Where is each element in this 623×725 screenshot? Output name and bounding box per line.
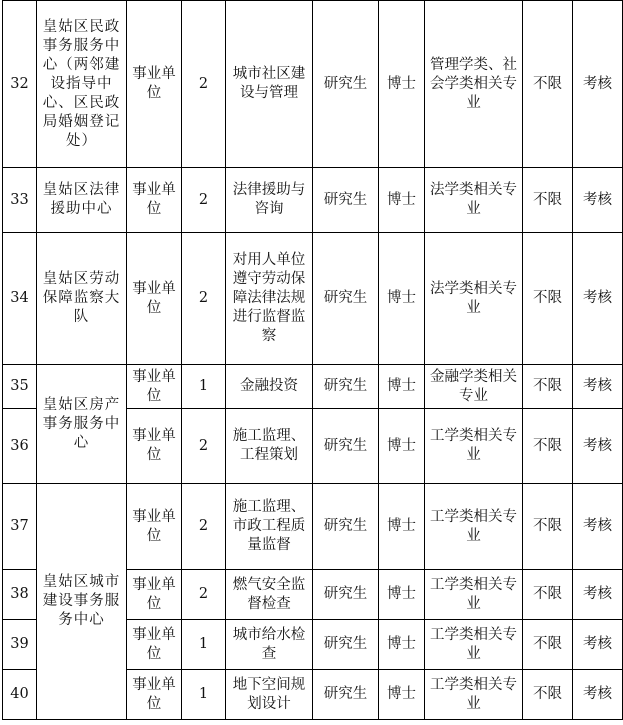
table-row — [3, 1, 623, 168]
table-row — [3, 484, 623, 570]
degree-cell: 博士 — [379, 620, 425, 670]
unit-type-cell: 事业单位 — [127, 409, 182, 484]
count-cell: 1 — [182, 670, 226, 720]
count-cell: 1 — [182, 365, 226, 409]
degree-cell: 博士 — [379, 484, 425, 570]
post-cell: 燃气安全监督检查 — [226, 570, 313, 620]
unit-type-cell: 事业单位 — [127, 1, 182, 168]
education-cell: 研究生 — [313, 670, 379, 720]
degree-cell: 博士 — [379, 365, 425, 409]
count-cell: 2 — [182, 409, 226, 484]
education-cell: 研究生 — [313, 233, 379, 365]
table-row — [3, 233, 623, 365]
education-cell: 研究生 — [313, 620, 379, 670]
other-requirement-cell: 不限 — [523, 233, 573, 365]
method-cell: 考核 — [573, 409, 623, 484]
count-cell: 2 — [182, 1, 226, 168]
education-cell: 研究生 — [313, 1, 379, 168]
major-cell: 管理学类、社会学类相关专业 — [425, 1, 523, 168]
other-requirement-cell: 不限 — [523, 168, 573, 233]
major-cell: 工学类相关专业 — [425, 670, 523, 720]
post-cell: 施工监理、工程策划 — [226, 409, 313, 484]
degree-cell: 博士 — [379, 1, 425, 168]
education-cell: 研究生 — [313, 570, 379, 620]
major-cell: 工学类相关专业 — [425, 484, 523, 570]
unit-type-cell: 事业单位 — [127, 570, 182, 620]
row-number: 40 — [3, 670, 37, 720]
unit-type-cell: 事业单位 — [127, 620, 182, 670]
method-cell: 考核 — [573, 570, 623, 620]
row-number: 37 — [3, 484, 37, 570]
education-cell: 研究生 — [313, 484, 379, 570]
department-cell: 皇姑区劳动保障监察大队 — [37, 233, 127, 365]
row-number: 36 — [3, 409, 37, 484]
major-cell: 工学类相关专业 — [425, 570, 523, 620]
post-cell: 法律援助与咨询 — [226, 168, 313, 233]
major-cell: 工学类相关专业 — [425, 620, 523, 670]
table-row — [3, 365, 623, 409]
department-cell: 皇姑区城市建设事务服务中心 — [37, 484, 127, 720]
positions-table — [2, 0, 623, 720]
row-number: 38 — [3, 570, 37, 620]
other-requirement-cell: 不限 — [523, 570, 573, 620]
row-number: 39 — [3, 620, 37, 670]
post-cell: 城市社区建设与管理 — [226, 1, 313, 168]
major-cell: 法学类相关专业 — [425, 168, 523, 233]
degree-cell: 博士 — [379, 670, 425, 720]
other-requirement-cell: 不限 — [523, 1, 573, 168]
count-cell: 1 — [182, 620, 226, 670]
other-requirement-cell: 不限 — [523, 620, 573, 670]
post-cell: 城市给水检查 — [226, 620, 313, 670]
method-cell: 考核 — [573, 484, 623, 570]
unit-type-cell: 事业单位 — [127, 670, 182, 720]
department-cell: 皇姑区民政事务服务中心（两邻建设指导中心、区民政局婚姻登记处） — [37, 1, 127, 168]
method-cell: 考核 — [573, 1, 623, 168]
method-cell: 考核 — [573, 365, 623, 409]
degree-cell: 博士 — [379, 409, 425, 484]
row-number: 32 — [3, 1, 37, 168]
other-requirement-cell: 不限 — [523, 409, 573, 484]
education-cell: 研究生 — [313, 168, 379, 233]
unit-type-cell: 事业单位 — [127, 168, 182, 233]
post-cell: 地下空间规划设计 — [226, 670, 313, 720]
unit-type-cell: 事业单位 — [127, 233, 182, 365]
post-cell: 对用人单位遵守劳动保障法律法规进行监督监察 — [226, 233, 313, 365]
education-cell: 研究生 — [313, 409, 379, 484]
department-cell: 皇姑区法律援助中心 — [37, 168, 127, 233]
major-cell: 金融学类相关专业 — [425, 365, 523, 409]
department-cell: 皇姑区房产事务服务中心 — [37, 365, 127, 484]
education-cell: 研究生 — [313, 365, 379, 409]
count-cell: 2 — [182, 484, 226, 570]
row-number: 34 — [3, 233, 37, 365]
other-requirement-cell: 不限 — [523, 670, 573, 720]
row-number: 33 — [3, 168, 37, 233]
degree-cell: 博士 — [379, 570, 425, 620]
count-cell: 2 — [182, 168, 226, 233]
other-requirement-cell: 不限 — [523, 365, 573, 409]
major-cell: 法学类相关专业 — [425, 233, 523, 365]
other-requirement-cell: 不限 — [523, 484, 573, 570]
unit-type-cell: 事业单位 — [127, 484, 182, 570]
method-cell: 考核 — [573, 233, 623, 365]
method-cell: 考核 — [573, 620, 623, 670]
method-cell: 考核 — [573, 168, 623, 233]
degree-cell: 博士 — [379, 233, 425, 365]
count-cell: 2 — [182, 570, 226, 620]
method-cell: 考核 — [573, 670, 623, 720]
unit-type-cell: 事业单位 — [127, 365, 182, 409]
table-row — [3, 168, 623, 233]
post-cell: 金融投资 — [226, 365, 313, 409]
major-cell: 工学类相关专业 — [425, 409, 523, 484]
post-cell: 施工监理、市政工程质量监督 — [226, 484, 313, 570]
degree-cell: 博士 — [379, 168, 425, 233]
count-cell: 2 — [182, 233, 226, 365]
row-number: 35 — [3, 365, 37, 409]
